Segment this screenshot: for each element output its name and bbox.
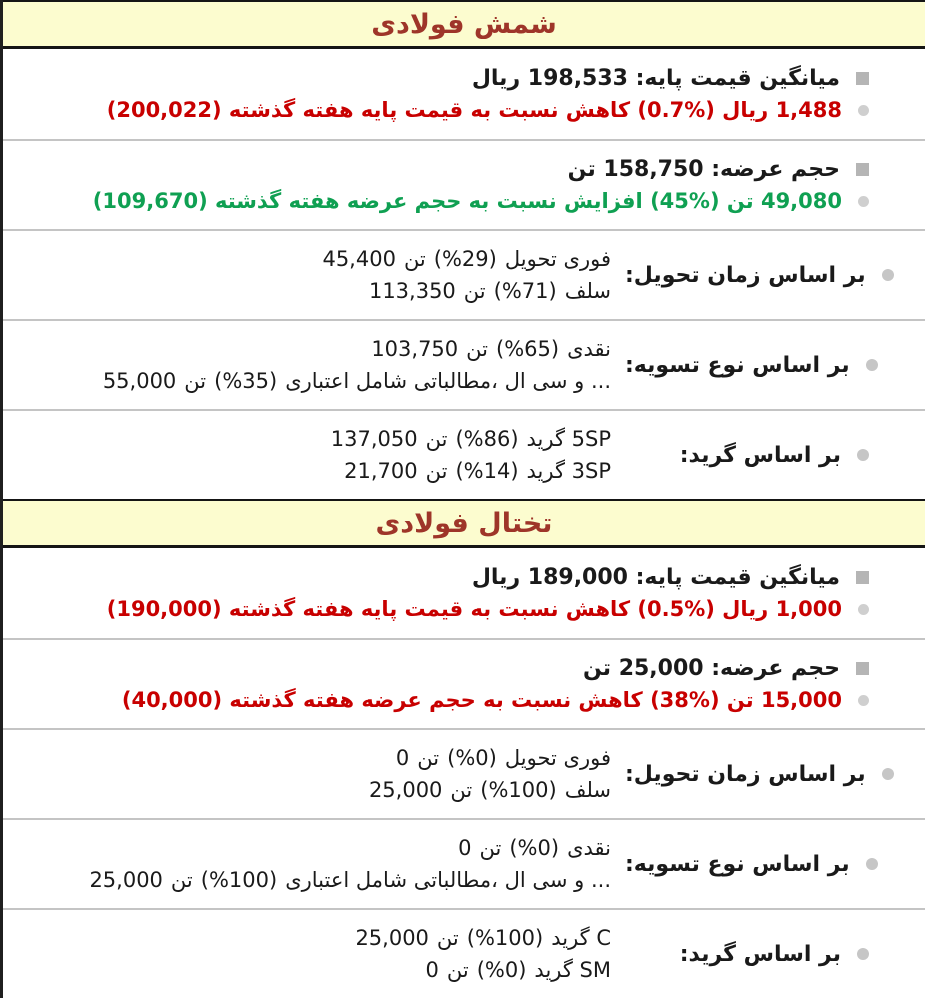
value-desc: گرید‎ 5SP: [526, 427, 611, 451]
value-line: [371, 337, 611, 361]
breakdown-label-col: [625, 942, 925, 967]
value-desc: اعتباری‎ شامل‎ مطالباتی،‎ ال‎ سی‎ و‎ ...: [285, 868, 611, 892]
value-desc: گرید‎ SM: [534, 958, 611, 982]
price-change-line: [3, 597, 925, 621]
value-line: [103, 369, 611, 393]
breakdown-label-line: [625, 942, 925, 967]
delivery-breakdown-row: [3, 728, 925, 818]
breakdown-label-line: [625, 762, 925, 787]
volume-stat-line: [3, 656, 925, 681]
circle-bullet-icon: [858, 105, 869, 116]
value-line: [331, 427, 611, 451]
value-percent: (%0): [447, 746, 497, 770]
circle-bullet-icon: [866, 359, 878, 371]
value-line: [458, 836, 611, 860]
value-unit: تن: [450, 778, 473, 802]
value-unit: تن: [417, 746, 440, 770]
value-line: [89, 868, 611, 892]
breakdown-values: [3, 337, 625, 393]
value-line: [396, 746, 611, 770]
value-percent: (%29): [433, 247, 497, 271]
volume-stat: حجم عرضه: 25,000 تن: [582, 656, 840, 681]
value-desc: تحویل‎ فوری: [504, 247, 611, 271]
value-percent: (%0): [476, 958, 527, 982]
breakdown-label: بر اساس زمان تحویل:: [625, 761, 866, 787]
breakdown-label-col: [625, 762, 925, 787]
value-number: 21,700: [344, 459, 418, 483]
breakdown-label: بر اساس نوع تسویه:: [625, 352, 850, 378]
value-percent: (%100): [200, 868, 278, 892]
value-desc: اعتباری‎ شامل‎ مطالباتی،‎ ال‎ سی‎ و‎ ...: [285, 369, 611, 393]
value-unit: تن: [436, 926, 459, 950]
breakdown-label: بر اساس گرید:: [679, 941, 841, 967]
breakdown-label: بر اساس گرید:: [679, 442, 841, 468]
value-percent: (%71): [493, 279, 557, 303]
value-percent: (%0): [509, 836, 560, 860]
breakdown-label-col: [625, 353, 925, 378]
circle-bullet-icon: [858, 604, 869, 615]
volume-stat-line: [3, 157, 925, 182]
value-unit: تن: [463, 279, 486, 303]
volume-row: [3, 139, 925, 229]
value-percent: (%100): [480, 778, 557, 802]
breakdown-label: بر اساس زمان تحویل:: [625, 262, 866, 288]
value-unit: تن: [403, 247, 426, 271]
value-desc: سلف: [564, 279, 611, 303]
breakdown-label-line: [625, 353, 925, 378]
circle-bullet-icon: [857, 449, 869, 461]
volume-stat: حجم عرضه: 158,750 تن: [567, 157, 840, 182]
value-desc: تحویل‎ فوری: [504, 746, 611, 770]
breakdown-label-col: [625, 852, 925, 877]
value-desc: نقدی: [567, 836, 611, 860]
breakdown-label-line: [625, 852, 925, 877]
value-unit: تن: [479, 836, 502, 860]
volume-change-line: [3, 189, 925, 213]
section-title: شمش فولادی: [371, 8, 557, 40]
price-stat-line: [3, 66, 925, 91]
value-line: [344, 459, 611, 483]
value-line: [355, 926, 611, 950]
volume-row: [3, 638, 925, 728]
value-number: 0: [425, 958, 439, 982]
value-number: 0: [458, 836, 472, 860]
circle-bullet-icon: [858, 196, 869, 207]
square-bullet-icon: [856, 72, 869, 85]
value-line: [369, 778, 611, 802]
breakdown-values: [3, 836, 625, 892]
price-change-line: [3, 98, 925, 122]
circle-bullet-icon: [882, 768, 894, 780]
value-number: 113,350: [368, 279, 456, 303]
price-row: [3, 548, 925, 638]
value-unit: تن: [446, 958, 469, 982]
circle-bullet-icon: [866, 858, 878, 870]
value-line: [322, 247, 611, 271]
price-stat-line: [3, 565, 925, 590]
value-number: 103,750: [371, 337, 459, 361]
delivery-breakdown-row: [3, 229, 925, 319]
section-header-ingot: [3, 0, 925, 49]
value-percent: (%35): [214, 369, 278, 393]
circle-bullet-icon: [857, 948, 869, 960]
value-number: 0: [395, 746, 410, 770]
volume-change: 49,080 تن (%45) افزایش نسبت به حجم عرضه هفته گذشته (109,670): [92, 189, 842, 213]
value-desc: گرید‎ 3SP: [526, 459, 611, 483]
value-number: 25,000: [368, 778, 443, 802]
value-number: 25,000: [89, 868, 163, 892]
value-number: 25,000: [355, 926, 429, 950]
volume-change: 15,000 تن (%38) کاهش نسبت به حجم عرضه هفته گذشته (40,000): [121, 688, 842, 712]
value-desc: گرید‎ C: [551, 926, 611, 950]
breakdown-label-col: [625, 443, 925, 468]
square-bullet-icon: [856, 571, 869, 584]
value-percent: (%100): [466, 926, 544, 950]
square-bullet-icon: [856, 163, 869, 176]
breakdown-values: [3, 926, 625, 982]
breakdown-values: [3, 247, 625, 303]
section-title: تختال فولادی: [375, 507, 553, 539]
value-desc: سلف: [564, 778, 611, 802]
value-number: 137,050: [330, 427, 418, 451]
value-number: 55,000: [102, 369, 177, 393]
square-bullet-icon: [856, 662, 869, 675]
value-percent: (%14): [455, 459, 519, 483]
price-stat: میانگین قیمت پایه: 198,533 ریال: [471, 66, 840, 91]
value-line: [369, 279, 611, 303]
volume-change-line: [3, 688, 925, 712]
breakdown-values: [3, 746, 625, 802]
breakdown-label-col: [625, 263, 925, 288]
breakdown-label-line: [625, 263, 925, 288]
value-percent: (%65): [496, 337, 560, 361]
section-header-slab: [3, 499, 925, 548]
breakdown-label-line: [625, 443, 925, 468]
grade-breakdown-row: [3, 908, 925, 998]
circle-bullet-icon: [882, 269, 894, 281]
grade-breakdown-row: [3, 409, 925, 499]
price-change: 1,000 ریال (%0.5) کاهش نسبت به قیمت پایه هفته گذشته (190,000): [106, 597, 842, 621]
price-stat: میانگین قیمت پایه: 189,000 ریال: [471, 565, 840, 590]
value-unit: تن: [425, 459, 448, 483]
value-number: 45,400: [322, 247, 396, 271]
value-unit: تن: [466, 337, 488, 361]
value-unit: تن: [184, 369, 207, 393]
breakdown-values: [3, 427, 625, 483]
circle-bullet-icon: [858, 695, 869, 706]
settlement-breakdown-row: [3, 818, 925, 908]
price-row: [3, 49, 925, 139]
value-unit: تن: [170, 868, 193, 892]
settlement-breakdown-row: [3, 319, 925, 409]
value-desc: نقدی: [567, 337, 611, 361]
value-line: [426, 958, 612, 982]
breakdown-label: بر اساس نوع تسویه:: [625, 851, 850, 877]
value-percent: (%86): [455, 427, 519, 451]
price-change: 1,488 ریال (%0.7) کاهش نسبت به قیمت پایه هفته گذشته (200,022): [106, 98, 842, 122]
value-unit: تن: [425, 427, 448, 451]
